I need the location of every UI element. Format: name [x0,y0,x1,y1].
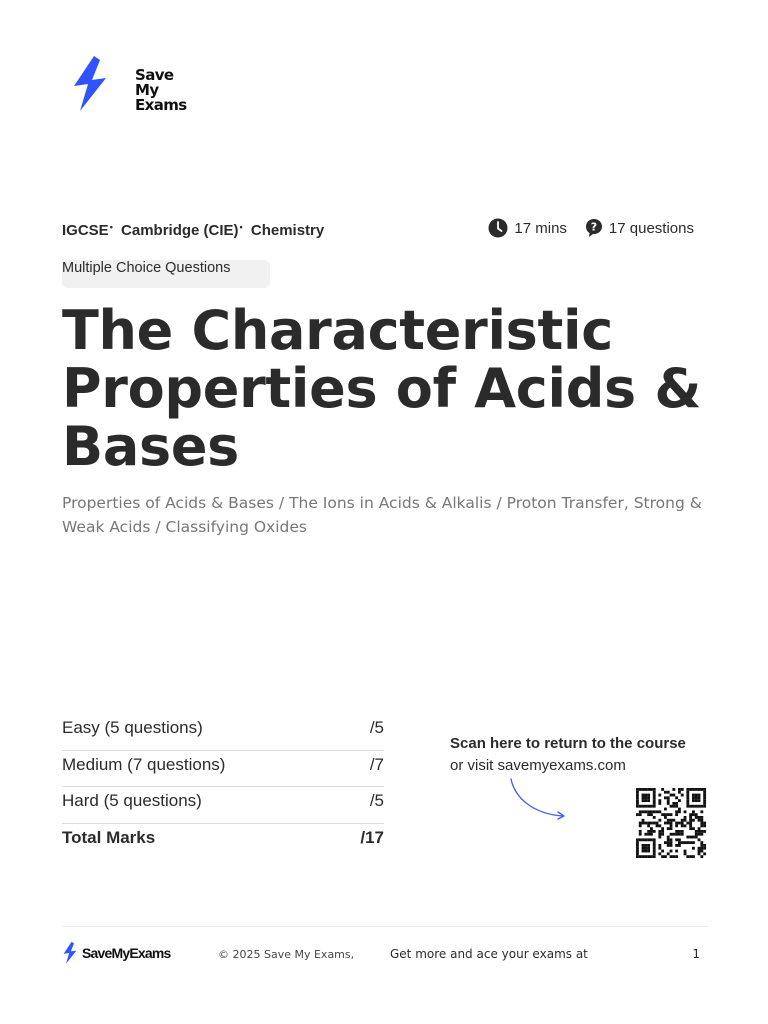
question-type-label: Multiple Choice Questions [62,260,231,276]
page-footer [62,940,708,968]
page-number: 1 [692,947,700,961]
scan-heading: Scan here to return to the course [450,735,686,752]
footer-cta: Get more and ace your exams at [390,947,588,961]
meta-row [62,219,708,242]
breadcrumb-separator: • [239,222,243,232]
breadcrumb-board: Cambridge (CIE) [121,222,239,239]
footer-logo-text: SaveMyExams [82,945,171,961]
curved-arrow-icon [505,776,569,822]
logo-wordmark: Save My Exams [135,66,187,114]
marks-row-label: Hard (5 questions) [62,791,202,810]
question-type-badge [62,260,270,288]
lightning-bolt-icon [70,56,110,112]
footer-logo[interactable] [62,941,171,965]
questions-stat [585,218,694,238]
breadcrumb [62,222,324,239]
topic-list: Properties of Acids & Bases / The Ions in Acids & Alkalis / Proton Transfer, Strong & Weak Acids / Classifying Oxides [62,494,702,536]
breadcrumb-separator: • [109,222,113,232]
marks-row-total [62,824,384,861]
time-label: 17 mins [514,219,567,237]
marks-row-medium [62,751,384,788]
footer-divider [62,926,708,927]
question-icon [585,218,603,238]
svg-text:?: ? [590,220,598,234]
marks-row-easy [62,714,384,751]
total-marks-value: /17 [360,827,384,847]
marks-row-label: Medium (7 questions) [62,754,226,774]
total-marks-label: Total Marks [62,827,156,847]
scan-subtext[interactable]: or visit savemyexams.com [450,757,626,774]
marks-row-value: /7 [369,754,384,774]
qr-code[interactable] [634,788,708,858]
page-title: The Characteristic Properties of Acids & Bases [62,299,702,478]
breadcrumb-level: IGCSE [62,222,109,239]
breadcrumb-subject: Chemistry [250,222,325,239]
marks-table [62,714,384,860]
marks-row-value: /5 [369,718,384,737]
marks-row-value: /5 [369,791,384,810]
scan-callout [450,733,686,777]
paper-stats [488,218,694,238]
brand-logo[interactable] [70,56,187,114]
footer-copyright: © 2025 Save My Exams, [218,948,355,961]
marks-row-label: Easy (5 questions) [62,718,203,737]
lightning-bolt-icon [62,941,78,965]
time-stat [488,218,567,238]
marks-row-hard [62,787,384,824]
questions-label: 17 questions [608,219,694,237]
clock-icon [488,218,508,238]
